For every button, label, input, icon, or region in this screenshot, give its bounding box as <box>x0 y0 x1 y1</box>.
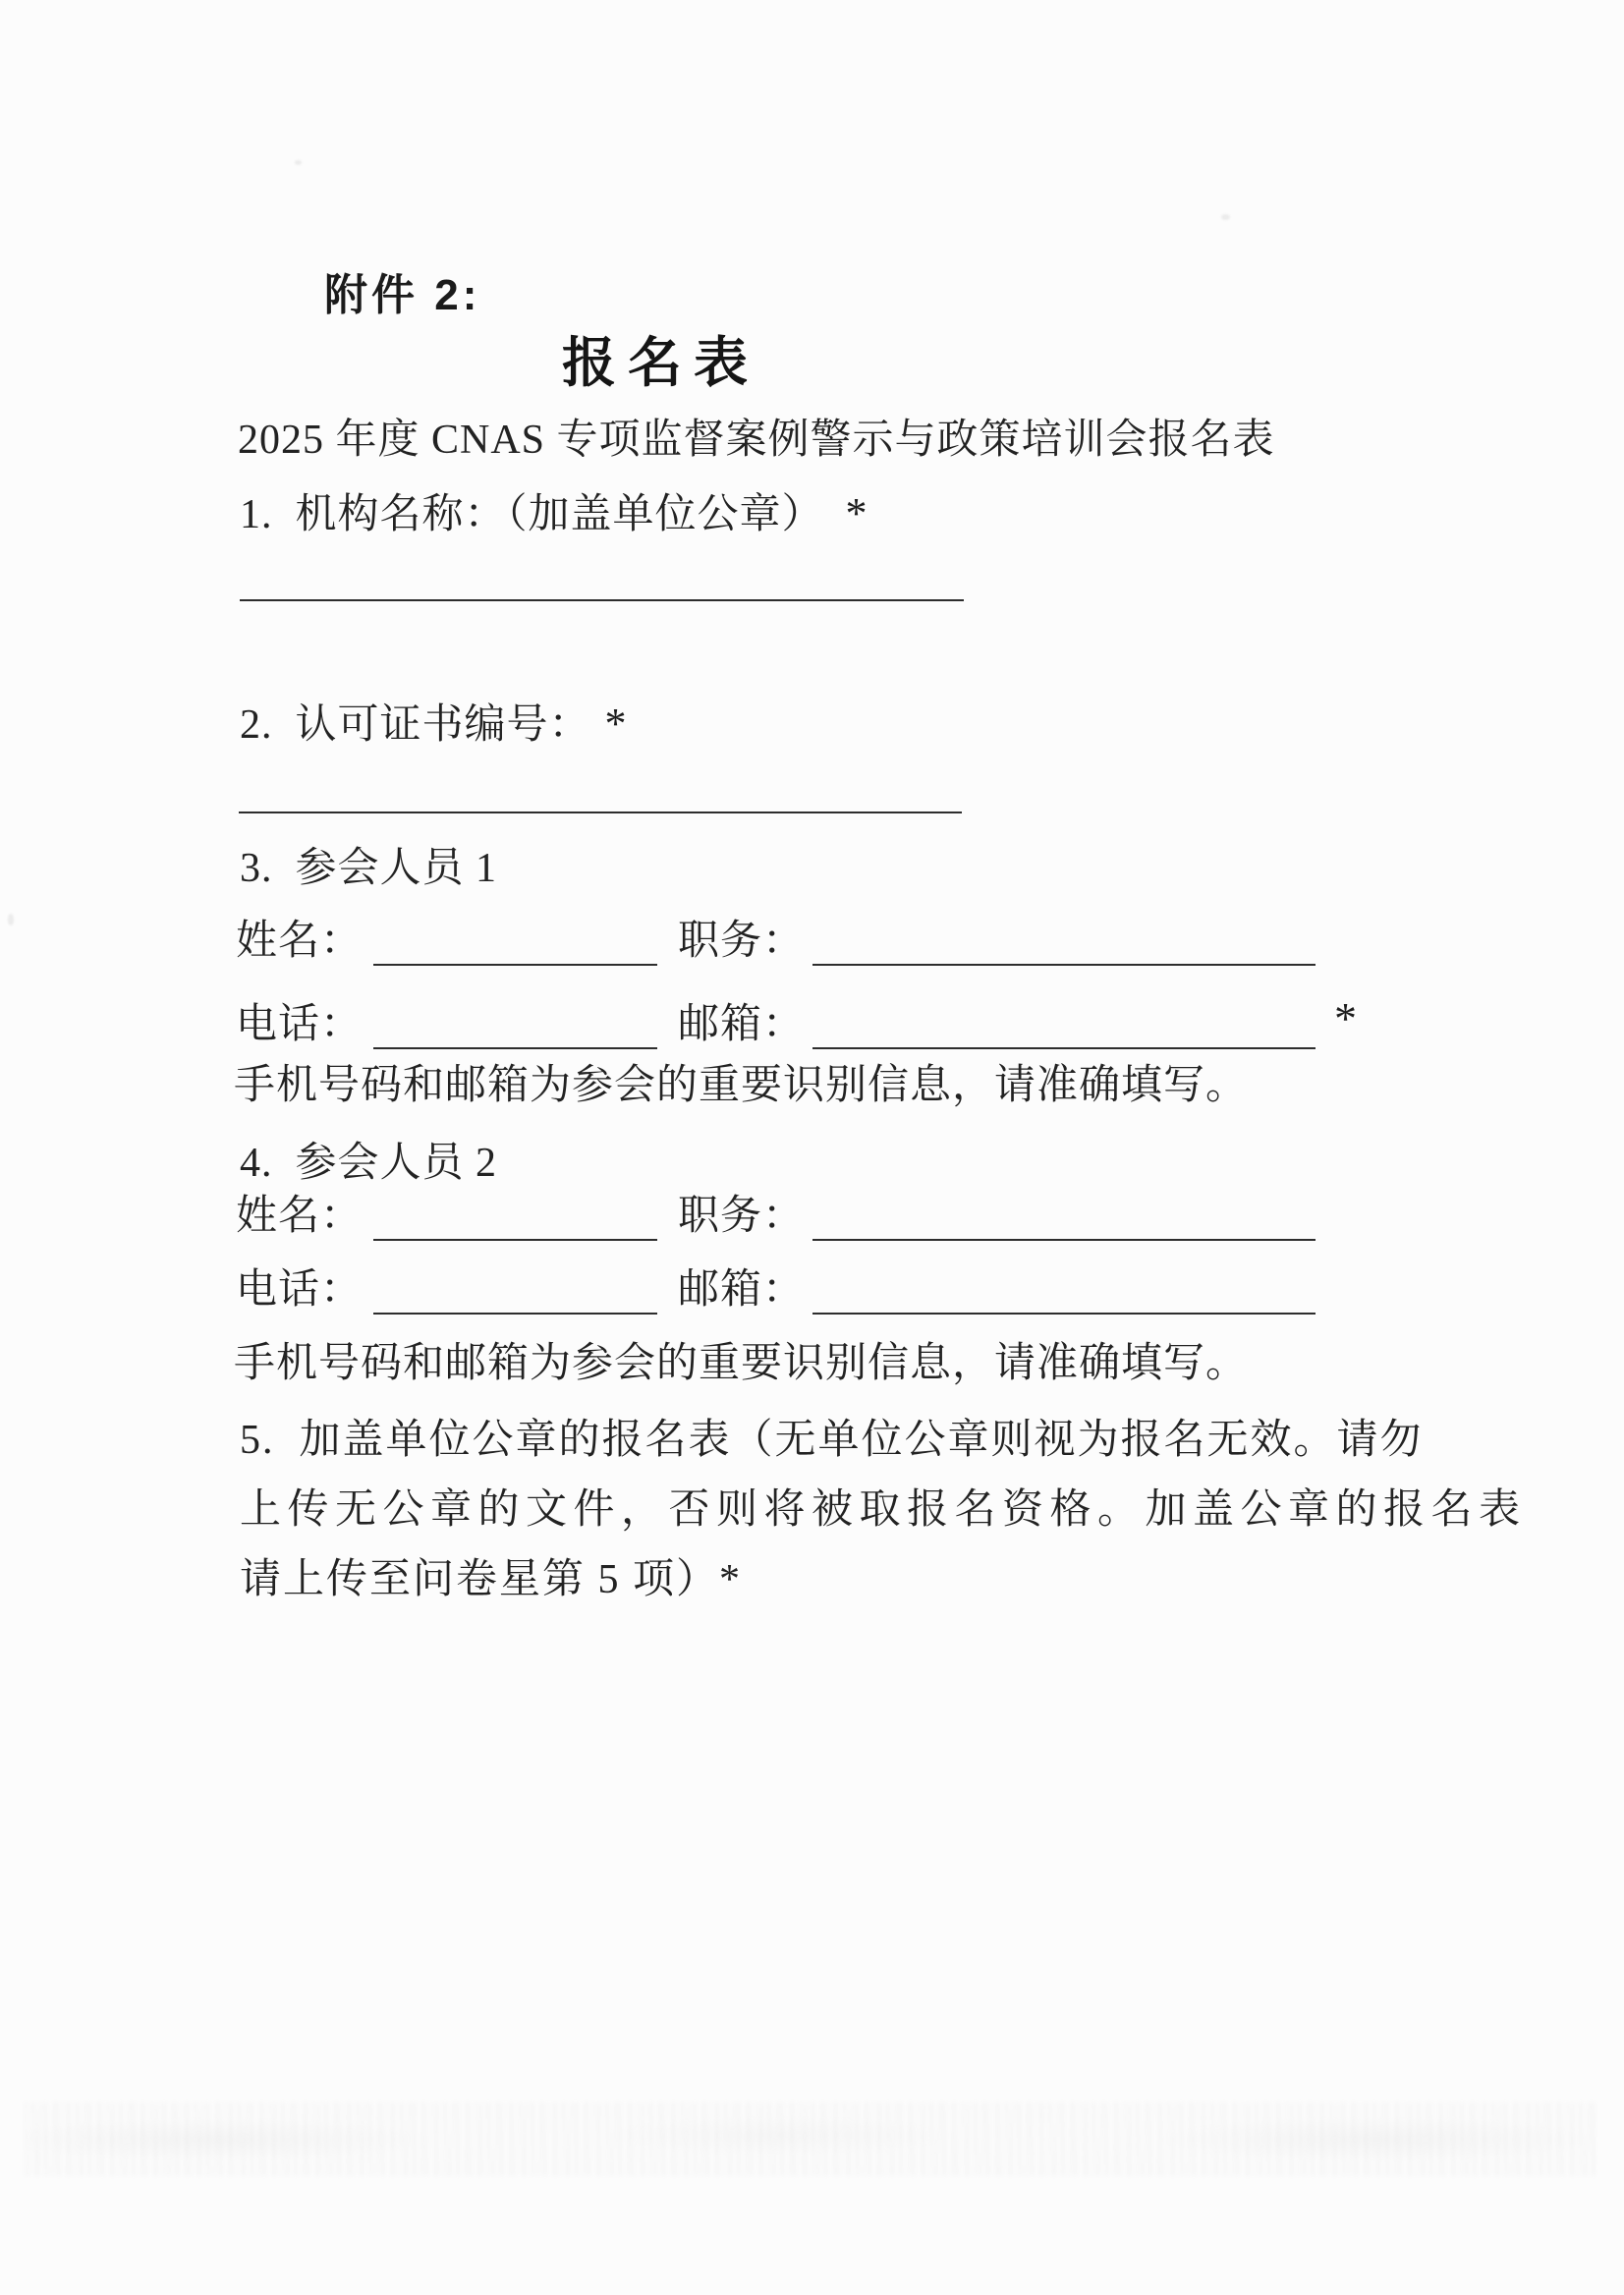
email-blank <box>812 1266 1316 1315</box>
item5-line-2: 上传无公章的文件，否则将被取报名资格。加盖公章的报名表 <box>240 1487 1527 1533</box>
item2-required-asterisk: * <box>604 700 628 748</box>
phone-label: 电话： <box>236 1002 364 1047</box>
name-label: 姓名： <box>236 1194 364 1239</box>
participant1-note: 手机号码和邮箱为参会的重要识别信息，请准确填写。 <box>234 1063 1249 1108</box>
item5-line-3: 请上传至问卷星第 5 项）* <box>240 1557 743 1602</box>
email-label: 邮箱： <box>678 1267 806 1313</box>
item1-blank-line <box>240 599 964 601</box>
item1-label: 1. 机构名称：（加盖单位公章） <box>240 492 824 537</box>
job-title-label: 职务： <box>678 919 806 964</box>
item1-required-asterisk: * <box>845 489 868 537</box>
job-title-blank <box>812 918 1316 966</box>
phone-blank <box>373 1266 657 1315</box>
name-blank <box>373 918 657 966</box>
participant1-heading: 3. 参会人员 1 <box>240 846 498 891</box>
item2-label: 2. 认可证书编号： <box>240 702 591 748</box>
name-blank <box>373 1193 657 1241</box>
scan-speck <box>295 160 302 165</box>
participant2-contact-row <box>236 1266 1415 1315</box>
name-label: 姓名： <box>236 919 364 964</box>
item1-org-name-line <box>240 489 868 539</box>
participant2-name-row <box>236 1193 1415 1241</box>
email-label: 邮箱： <box>678 1002 806 1047</box>
attachment-label: 附件 2: <box>324 271 481 319</box>
scan-speck <box>1221 214 1230 220</box>
participant1-name-row <box>236 918 1415 966</box>
job-title-blank <box>812 1193 1316 1241</box>
scan-speck <box>8 914 14 925</box>
email-blank <box>812 1001 1316 1049</box>
scan-artifact-band <box>25 2102 1596 2176</box>
form-title: 报名表 <box>562 332 760 393</box>
participant2-heading: 4. 参会人员 2 <box>240 1141 498 1186</box>
item2-cert-number-line <box>240 700 628 750</box>
item5-line-1: 5. 加盖单位公章的报名表（无单位公章则视为报名无效。请勿 <box>240 1418 1424 1463</box>
job-title-label: 职务： <box>678 1194 806 1239</box>
phone-blank <box>373 1001 657 1049</box>
participant2-note: 手机号码和邮箱为参会的重要识别信息，请准确填写。 <box>234 1341 1249 1386</box>
phone-label: 电话： <box>236 1267 364 1313</box>
item2-blank-line <box>239 812 962 813</box>
participant1-contact-row <box>236 993 1415 1049</box>
participant1-required-asterisk: * <box>1334 993 1358 1043</box>
form-subtitle: 2025 年度 CNAS 专项监督案例警示与政策培训会报名表 <box>238 418 1275 463</box>
